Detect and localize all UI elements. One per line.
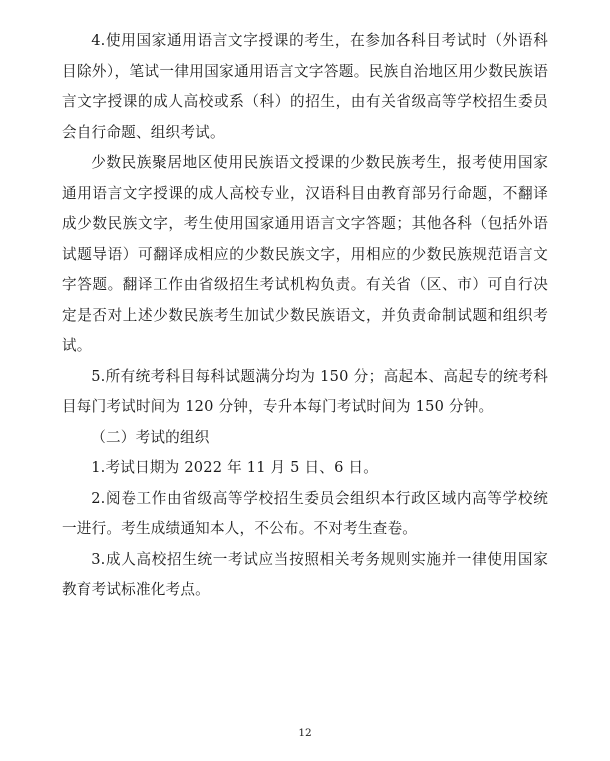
paragraph: 3.成人高校招生统一考试应当按照相关考务规则实施并一律使用国家教育考试标准化考点。 bbox=[62, 550, 548, 598]
section-heading: （二）考试的组织 bbox=[91, 428, 210, 446]
paragraph: 4.使用国家通用语言文字授课的考生，在参加各科目考试时（外语科目除外），笔试一律用国家通用语言文字答题。民族自治地区用少数民族语言文字授课的成人高校或系（科）的招生，由有关省级高等学校招生委员会自行命题、组织考试。 bbox=[62, 32, 548, 141]
paragraph: 1.考试日期为 2022 年 11 月 5 日、6 日。 bbox=[91, 459, 378, 476]
paragraph: 5.所有统考科目每科试题满分均为 150 分；高起本、高起专的统考科目每门考试时间为 120 分钟，专升本每门考试时间为 150 分钟。 bbox=[62, 367, 548, 415]
page-number: 12 bbox=[298, 727, 312, 739]
paragraph: 少数民族聚居地区使用民族语文授课的少数民族考生，报考使用国家通用语言文字授课的成人高校专业，汉语科目由教育部另行命题，不翻译成少数民族文字，考生使用国家通用语言文字答题；其他各科（包括外语试题导语）可翻译成相应的少数民族文字，用相应的少数民族规范语言文字答题。翻译工作由省级招生考试机构负责。有关省（区、市）可自行决定是否对上述少数民族考生加试少数民族语文，并负责命制试题和组织考试。 bbox=[62, 154, 548, 354]
document-body bbox=[62, 26, 548, 606]
paragraph: 2.阅卷工作由省级高等学校招生委员会组织本行政区域内高等学校统一进行。考生成绩通知本人，不公布。不对考生查卷。 bbox=[62, 489, 548, 537]
